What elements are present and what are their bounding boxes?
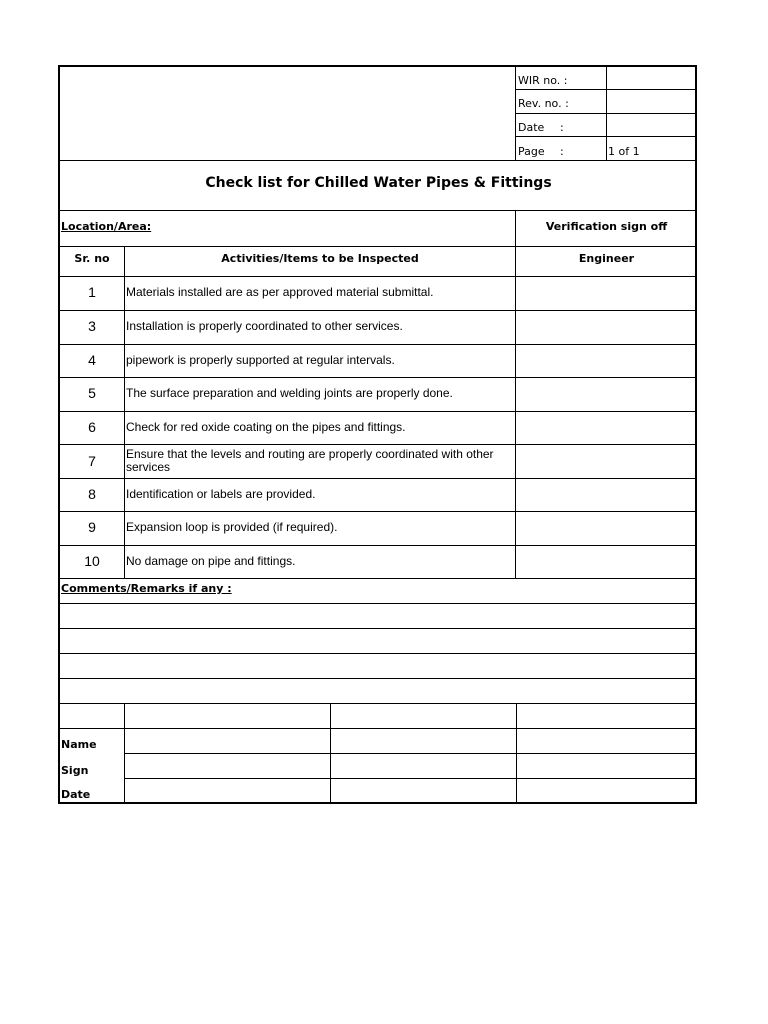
- signoff-cell[interactable]: [331, 779, 516, 804]
- rev-no-field[interactable]: [607, 90, 697, 113]
- signoff-cell[interactable]: [517, 729, 697, 753]
- signoff-cell[interactable]: [125, 779, 330, 804]
- date-colon: :: [560, 121, 564, 134]
- location-bottom-rule: [60, 246, 697, 247]
- verification-signoff-label: Verification sign off: [545, 220, 668, 233]
- comments-line-1[interactable]: [60, 604, 697, 628]
- comments-rule-5: [60, 703, 697, 704]
- item-text: Materials installed are as per approved material submittal.: [126, 285, 434, 299]
- header-rule-3: [515, 136, 697, 137]
- page-label: Page: [518, 145, 545, 158]
- signoff-name-label: Name: [61, 738, 97, 751]
- col-activities: Activities/Items to be Inspected: [221, 252, 419, 265]
- title-top-rule: [60, 160, 697, 161]
- engineer-signoff-cell[interactable]: [516, 479, 697, 511]
- item-number: 8: [88, 486, 96, 502]
- location-area-label: Location/Area:: [61, 220, 152, 233]
- wir-no-label: WIR no. :: [518, 74, 568, 87]
- engineer-signoff-cell[interactable]: [516, 378, 697, 411]
- date-field[interactable]: [607, 114, 697, 136]
- checklist-title: Check list for Chilled Water Pipes & Fittings: [205, 175, 552, 191]
- comments-line-4[interactable]: [60, 679, 697, 703]
- signoff-cell[interactable]: [125, 754, 330, 778]
- row-rule: [60, 578, 697, 579]
- item-number: 9: [88, 519, 96, 535]
- engineer-signoff-cell[interactable]: [516, 412, 697, 444]
- item-text: Identification or labels are provided.: [126, 487, 316, 501]
- engineer-signoff-cell[interactable]: [516, 277, 697, 310]
- item-text: Expansion loop is provided (if required).: [126, 520, 338, 534]
- item-number: 7: [88, 453, 96, 469]
- signoff-sign-label: Sign: [61, 764, 89, 777]
- item-text: pipework is properly supported at regular intervals.: [126, 353, 395, 367]
- signoff-cell[interactable]: [517, 754, 697, 778]
- comments-line-3[interactable]: [60, 654, 697, 678]
- page-colon: :: [560, 145, 564, 158]
- title-bottom-rule: [60, 210, 697, 211]
- item-number: 1: [88, 284, 96, 300]
- item-number: 10: [84, 553, 100, 569]
- col-sr-no: Sr. no: [74, 252, 110, 265]
- col-engineer: Engineer: [578, 252, 635, 265]
- signoff-date-label: Date: [61, 788, 91, 801]
- sr-col-divider: [124, 246, 125, 578]
- engineer-signoff-cell[interactable]: [516, 345, 697, 377]
- checklist-sheet: [58, 65, 697, 804]
- signoff-cell[interactable]: [331, 754, 516, 778]
- date-label: Date: [518, 121, 545, 134]
- engineer-signoff-cell[interactable]: [516, 311, 697, 344]
- item-text: Check for red oxide coating on the pipes and fittings.: [126, 420, 406, 434]
- signoff-cell[interactable]: [125, 729, 330, 753]
- item-number: 6: [88, 419, 96, 435]
- comments-line-2[interactable]: [60, 629, 697, 653]
- item-text: The surface preparation and welding joints are properly done.: [126, 386, 453, 400]
- rev-no-label: Rev. no. :: [518, 97, 569, 110]
- signoff-cell[interactable]: [517, 779, 697, 804]
- engineer-signoff-cell[interactable]: [516, 512, 697, 545]
- item-text: Installation is properly coordinated to other services.: [126, 319, 403, 333]
- engineer-signoff-cell[interactable]: [516, 445, 697, 478]
- page-value: 1 of 1: [608, 145, 640, 158]
- item-text: No damage on pipe and fittings.: [126, 554, 296, 568]
- comments-label: Comments/Remarks if any :: [61, 582, 232, 595]
- item-number: 5: [88, 385, 96, 401]
- signoff-cell[interactable]: [331, 729, 516, 753]
- item-number: 4: [88, 352, 96, 368]
- engineer-signoff-cell[interactable]: [516, 546, 697, 578]
- item-text: Ensure that the levels and routing are properly coordinated with other services: [126, 447, 494, 474]
- item-number: 3: [88, 318, 96, 334]
- wir-no-field[interactable]: [607, 67, 697, 89]
